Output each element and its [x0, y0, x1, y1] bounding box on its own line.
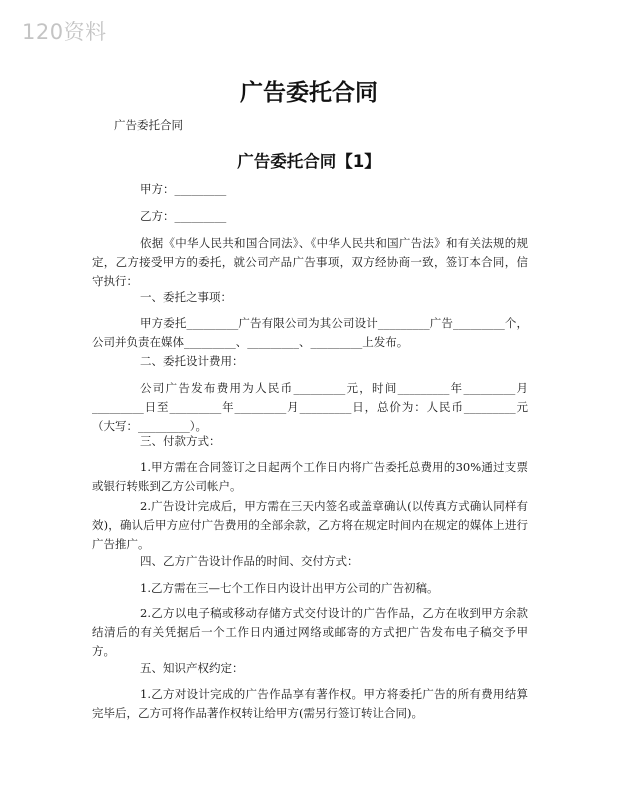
document-label: 广告委托合同 — [114, 118, 183, 132]
section3-item2: 2.广告设计完成后，甲方需在三天内签名或盖章确认(以传真方式确认同样有效)，确认后甲方应付广告费用的全部余款，乙方将在规定时间内在规定的媒体上进行广告推广。 — [92, 499, 528, 551]
section3-heading: 三、付款方式： — [140, 434, 221, 448]
intro-paragraph: 依据《中华人民共和国合同法》、《中华人民共和国广告法》和有关法规的规定，乙方接受甲方的委托，就公司产品广告事项，双方经协商一致，签订本合同，信守执行： — [92, 236, 528, 288]
section3-item1: 1.甲方需在合同签订之日起两个工作日内将广告委托总费用的30%通过支票或银行转账到乙方公司帐户。 — [92, 460, 528, 493]
section4-heading: 四、乙方广告设计作品的时间、交付方式： — [140, 554, 359, 568]
section4-item2: 2.乙方以电子稿或移动存储方式交付设计的广告作品，乙方在收到甲方余款结清后的有关凭据后一个工作日内通过网络或邮寄的方式把广告发布电子稿交予甲方。 — [92, 606, 528, 658]
section2-body: 公司广告发布费用为人民币_________元，时间_________年_________月_________日至_________年_________月_________日，总价为：人民币_________元（大写：_________）。 — [92, 381, 528, 433]
document-title: 广告委托合同 — [240, 80, 378, 106]
section4-item1: 1.乙方需在三—七个工作日内设计出甲方公司的广告初稿。 — [140, 581, 439, 595]
party-a-field: 甲方：_________ — [140, 182, 227, 196]
watermark: 120资料 — [22, 20, 107, 44]
section1-body: 甲方委托_________广告有限公司为其公司设计_________广告_________个，公司并负责在媒体_________、_________、_________上发布。 — [92, 316, 528, 349]
contract-subtitle: 广告委托合同【1】 — [237, 152, 381, 171]
section2-heading: 二、委托设计费用： — [140, 354, 244, 368]
section5-item1: 1.乙方对设计完成的广告作品享有著作权。甲方将委托广告的所有费用结算完毕后，乙方可将作品著作权转让给甲方(需另行签订转让合同)。 — [92, 687, 528, 720]
section5-heading: 五、知识产权约定： — [140, 661, 244, 675]
section1-heading: 一、委托之事项： — [140, 290, 232, 304]
party-b-field: 乙方：_________ — [140, 209, 227, 223]
